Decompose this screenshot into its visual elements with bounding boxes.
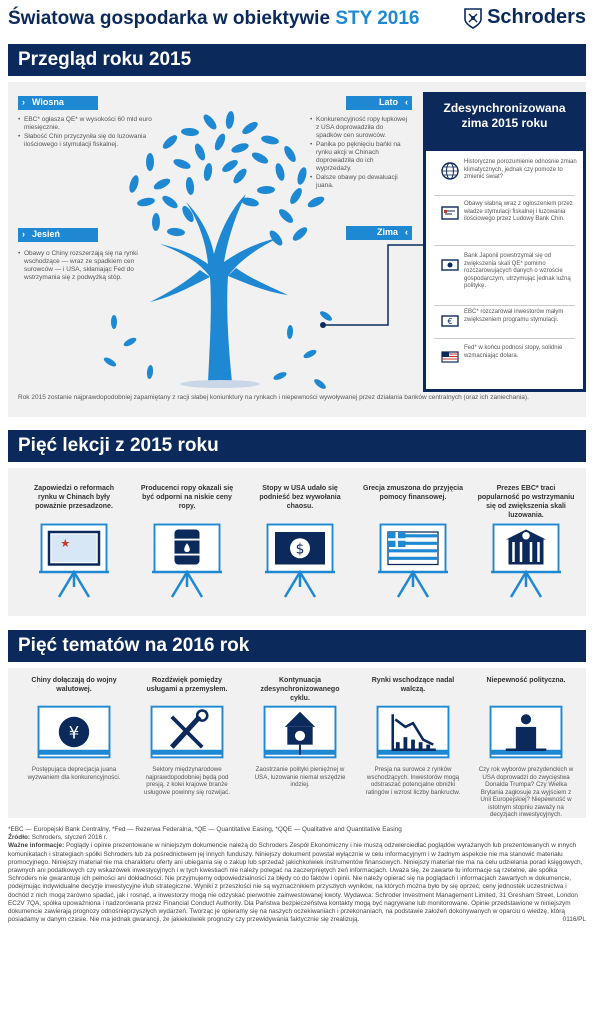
- source-text: Schroders, styczeń 2016 r.: [31, 834, 108, 842]
- leaf: [274, 162, 286, 181]
- leaf: [288, 186, 304, 206]
- leaf: [193, 142, 207, 162]
- leaf: [302, 348, 317, 360]
- winter-item: [426, 307, 583, 347]
- lesson-card: [135, 478, 239, 604]
- tag-winter: Zima ‹: [346, 226, 412, 240]
- leaf: [225, 111, 235, 130]
- theme-title: Rozdźwięk pomiędzy usługami a przemysłem.: [146, 677, 228, 693]
- leaf: [213, 132, 228, 152]
- theme-card: [135, 676, 239, 814]
- footer: [8, 826, 586, 924]
- info-text: Poglądy i opinie prezentowane w niniejszym dokumencie należą do Schroders Zespół Ekonomiczny i nie muszą odzwierciedlać poglądów wyrażanych lub prezentowanych w innych komunikatach i strategiach spółki Schroders lub za pośrednictwem jej innych funduszy. Niniejszy dokument powstał wyłącznie w celu informacyjnym i w żadnym aspekcie nie ma stanowić materiału promocyjnego. Niniejszy materiał nie ma charakteru oferty ani ubiegania się o zakup lub sprzedaż jakichkolwiek instrumentów finansowych. Niniejszy materiał nie ma na celu udzielania porad księgowych, prawnych ani podatkowych czy wskazówek inwestycyjnych i w tych kwestiach nie należy polegać na zaczerpniętych zeń informacjach. Uważa się, że zawarte tu informacje są rzetelne, ale spółka Schroders nie gwarantuje ich pełności ani dokładności. Nie przyjmujemy odpowiedzialności za błędy co do faktów i opinii. Nie należy opierać się na poglądach i informacjach zawartych w dokumencie, podejmując indywidualne decyzje inwestycyjne i/lub strategiczne. Wyniki z przeszłości nie są wyznacznikiem przyszłych wyników, na których można było by się oprzeć; ceny jednostek uczestnictwa i dochód z nich mogą zarówno spadać, jak i rosnąć, a inwestorzy mogą nie odzyskać pierwotnie zainwestowanej kwoty. Wydawca: Schroder Investment Management Limited, 31 Gresham Street, London EC2V 7QA, spółka upoważniona i nadzorowana przez Financial Conduct Authority. Dla Państwa bezpieczeństwa kontakty mogą być nagrywane lub monitorowane. Opinie przedstawione w niniejszym dokumencie zawierają prognozy odnośnieprzyszłych wydarzeń. Tworząc je opieramy się na naszych oczekiwaniach i przekonaniach, na podstawie założeń dokonywanych w oparciu o wiedzę, którą posiadamy w danym czasie. Nie ma jednak gwarancji, że jakiekolwiek prognozy czy przewidywania faktycznie się zrealizują.: [8, 842, 583, 924]
- tag-spring: › Wiosna: [18, 96, 98, 110]
- page-header: [0, 0, 594, 38]
- list-item: • Obawy o Chiny rozszerzają się na rynki wschodzące — wraz ze spadkiem cen surowców — i USA, skłaniając Fed do wstrzymania się z podwyżką stóp.: [18, 250, 146, 282]
- winter-item: [426, 343, 583, 383]
- info-label: Ważne informacje:: [8, 842, 65, 850]
- leaf: [122, 336, 137, 348]
- lesson-title: Zapowiedzi o reformach rynku w Chinach były poważnie przesadzone.: [33, 485, 115, 510]
- divider: [434, 305, 575, 306]
- tree-illustration: [90, 92, 350, 392]
- list-item: • Dalsze obawy po dewaluacji juana.: [310, 174, 410, 190]
- winter-item: [426, 157, 583, 197]
- brand-logo: [463, 6, 586, 29]
- lesson-card: [22, 478, 126, 604]
- brand-name: Schroders: [487, 6, 586, 28]
- theme-title: Chiny dołączają do wojny walutowej.: [31, 677, 117, 693]
- divider: [434, 338, 575, 339]
- title-main: Światowa gospodarka w obiektywie: [8, 8, 331, 29]
- yen-coin-icon: [36, 704, 112, 760]
- tag-autumn-label: Jesień: [32, 229, 61, 239]
- tag-winter-label: Zima: [376, 227, 398, 237]
- lesson-title: Prezes EBC* traci popularność po wstrzymaniu się od zwiększenia skali luzowania.: [477, 485, 575, 519]
- winter-item-text: Bank Japonii powstrzymał się od zwiększenia skali QE* pomimo rozczarowujących danych o wzroście gospodarczym, utrzymując jednak luźną politykę.: [464, 253, 571, 289]
- title-date: STY 2016: [335, 8, 420, 29]
- leaf: [250, 150, 270, 166]
- china-flag-icon: [36, 522, 112, 602]
- winter-item-text: Historyczne porozumienie odnośnie zmian klimatycznych, jednak czy pomoże to zmienić świat?: [464, 159, 577, 180]
- crest-icon: [463, 7, 483, 29]
- list-item: • Panika po pęknięciu bańki na rynku akcji w Chinach doprowadziła do ich wyprzedaży.: [310, 141, 410, 173]
- leaf: [203, 162, 214, 181]
- theme-card: [248, 676, 352, 814]
- theme-card: [474, 676, 578, 818]
- falling-chart-icon: [375, 704, 451, 760]
- lesson-title: Producenci ropy okazali się być odporni na niskie ceny ropy.: [140, 485, 234, 510]
- theme-card: [361, 676, 465, 814]
- leaf: [257, 186, 275, 195]
- winter-item-text: EBC* rozczarował inwestorów małym zwiększeniem programu stymulacji.: [464, 309, 564, 323]
- theme-title: Rynki wschodzące nadal walczą.: [371, 677, 455, 693]
- leaf: [313, 377, 328, 390]
- euro-bank-icon: [488, 522, 564, 602]
- leaf: [287, 325, 294, 339]
- footer-info: [8, 842, 586, 924]
- section-title-review: [8, 44, 586, 76]
- leaf: [231, 167, 249, 186]
- tag-summer: Lato ‹: [346, 96, 412, 110]
- lesson-title: Stopy w USA udało się podnieść bez wywołania chaosu.: [259, 485, 341, 510]
- cuckoo-clock-icon: [262, 704, 338, 760]
- leaf: [272, 371, 287, 382]
- leaf: [220, 158, 239, 175]
- theme-title: Kontynuacja zdesynchronizowanego cyklu.: [260, 677, 340, 702]
- leaf: [152, 213, 160, 231]
- theme-description: Presja na surowce z rynków wschodzących. Inwestorów mogą odstraszać potencjalne obniżki ratingów i wzrost liczby bankructw.: [365, 766, 461, 796]
- leaf: [291, 225, 310, 243]
- leaf: [230, 141, 250, 154]
- leaf: [201, 112, 219, 131]
- footer-source: [8, 834, 586, 842]
- theme-description: Czy rok wyborów prezydenckich w USA doprowadzi do zwycięstwa Donalda Trumpa? Czy Wielka Brytania zagłosuje za wyjściem z Unii Europejskiej? Niepewność w istotnym stopniu zaważy na decyzjach inwestycyjnych.: [478, 766, 574, 818]
- leaf: [172, 157, 192, 171]
- leaf: [240, 120, 259, 137]
- euro-note-icon: [440, 311, 460, 331]
- greece-flag-icon: [375, 522, 451, 602]
- review-footnote: Rok 2015 zostanie najprawdopodobniej zapamiętany z racji słabej koniunktury na rynkach i niepewności wywoływanej przez działania banków centralnych (oraz ich zaniechania).: [18, 394, 529, 401]
- tag-autumn: › Jesień: [18, 228, 98, 242]
- leaf: [181, 127, 200, 136]
- svg-text:★: ★: [60, 537, 71, 550]
- theme-description: Postępująca deprecjacja juana wyzwaniem dla konkurencyjności.: [27, 766, 121, 781]
- leaf: [296, 166, 309, 186]
- svg-text:€: €: [447, 317, 453, 326]
- list-item: • Konkurencyjność ropy łupkowej z USA doprowadziła do spadków cen surowców.: [310, 116, 410, 140]
- usa-flag-icon: [440, 347, 460, 367]
- leaf: [306, 194, 326, 209]
- list-item: • Słabość Chin przyczyniła się do luzowania ilościowego i stymulacji fiskalnej.: [18, 133, 156, 149]
- doc-code: 0116/PL: [562, 916, 586, 924]
- theme-description: Zaostrzanie polityki pieniężnej w USA, luzowanie niemal wszędzie indziej.: [254, 766, 346, 788]
- winter-item-text: Fed* w końcu podnosi stopy, solidnie wzmacniając dolara.: [464, 345, 563, 359]
- leaf: [152, 176, 172, 191]
- connector-line: [318, 240, 426, 340]
- theme-card: [22, 676, 126, 814]
- divider: [434, 195, 575, 196]
- globe-icon: [440, 161, 460, 181]
- podium-icon: [488, 704, 564, 760]
- footer-abbrev: *EBC — Europejski Bank Centralny, *Fed — Rezerwa Federalna, *QE — Quantitative Easing, *QQE — Qualitative and Quantitative Easing: [8, 826, 402, 833]
- document-icon: [440, 203, 460, 223]
- bank-note-icon: [440, 255, 460, 275]
- theme-title: Niepewność polityczna.: [486, 677, 566, 684]
- section-title-text: Pięć lekcji z 2015 roku: [18, 435, 219, 456]
- leaf: [277, 207, 296, 225]
- tag-summer-label: Lato: [379, 97, 398, 107]
- lesson-card: [248, 478, 352, 604]
- winter-item: [426, 251, 583, 291]
- lesson-card: [361, 478, 465, 604]
- svg-text:¥: ¥: [68, 723, 80, 743]
- oil-barrel-icon: [149, 522, 225, 602]
- leaf: [160, 193, 179, 210]
- winter-item: [426, 199, 583, 239]
- winter-box: [423, 92, 586, 392]
- svg-text:$: $: [295, 541, 305, 558]
- section-title-text: Przegląd roku 2015: [18, 49, 192, 70]
- theme-description: Sektory międzynarodowe najprawdopodobniej będą pod presją, z kolei krajowe branże usługowe powinny się rozwijać.: [144, 766, 230, 796]
- dollar-note-icon: [262, 522, 338, 602]
- winter-title: Zdesynchronizowana zima 2015 roku: [426, 95, 583, 151]
- leaf: [146, 153, 154, 171]
- leaf: [267, 228, 284, 247]
- leaf: [102, 356, 117, 369]
- section-title-text: Pięć tematów na 2016 rok: [18, 635, 250, 656]
- lesson-card: [474, 478, 578, 604]
- list-item: • EBC* ogłasza QE* w wysokości 60 mld euro miesięcznie.: [18, 116, 156, 132]
- source-label: Źródło:: [8, 834, 31, 842]
- leaf: [111, 315, 117, 329]
- leaf: [282, 144, 298, 164]
- winter-item-text: Obawy słabną wraz z ogłoszeniem przez władze stymulacji fiskalnej i luzowania ilościowego przez Ludowy Bank Chin.: [464, 201, 573, 222]
- leaf: [161, 133, 180, 151]
- page-title: [8, 8, 419, 30]
- leaf: [146, 365, 153, 380]
- tag-spring-label: Wiosna: [32, 97, 64, 107]
- divider: [434, 245, 575, 246]
- leaf: [167, 227, 186, 237]
- section-title-themes: [8, 630, 586, 662]
- leaf: [136, 196, 155, 207]
- tools-icon: [149, 704, 225, 760]
- section-title-lessons: [8, 430, 586, 462]
- lesson-title: Grecja zmuszona do przyjęcia pomocy finansowej.: [363, 485, 463, 501]
- leaf: [260, 134, 279, 146]
- leaf: [128, 174, 141, 194]
- leaf: [185, 177, 195, 196]
